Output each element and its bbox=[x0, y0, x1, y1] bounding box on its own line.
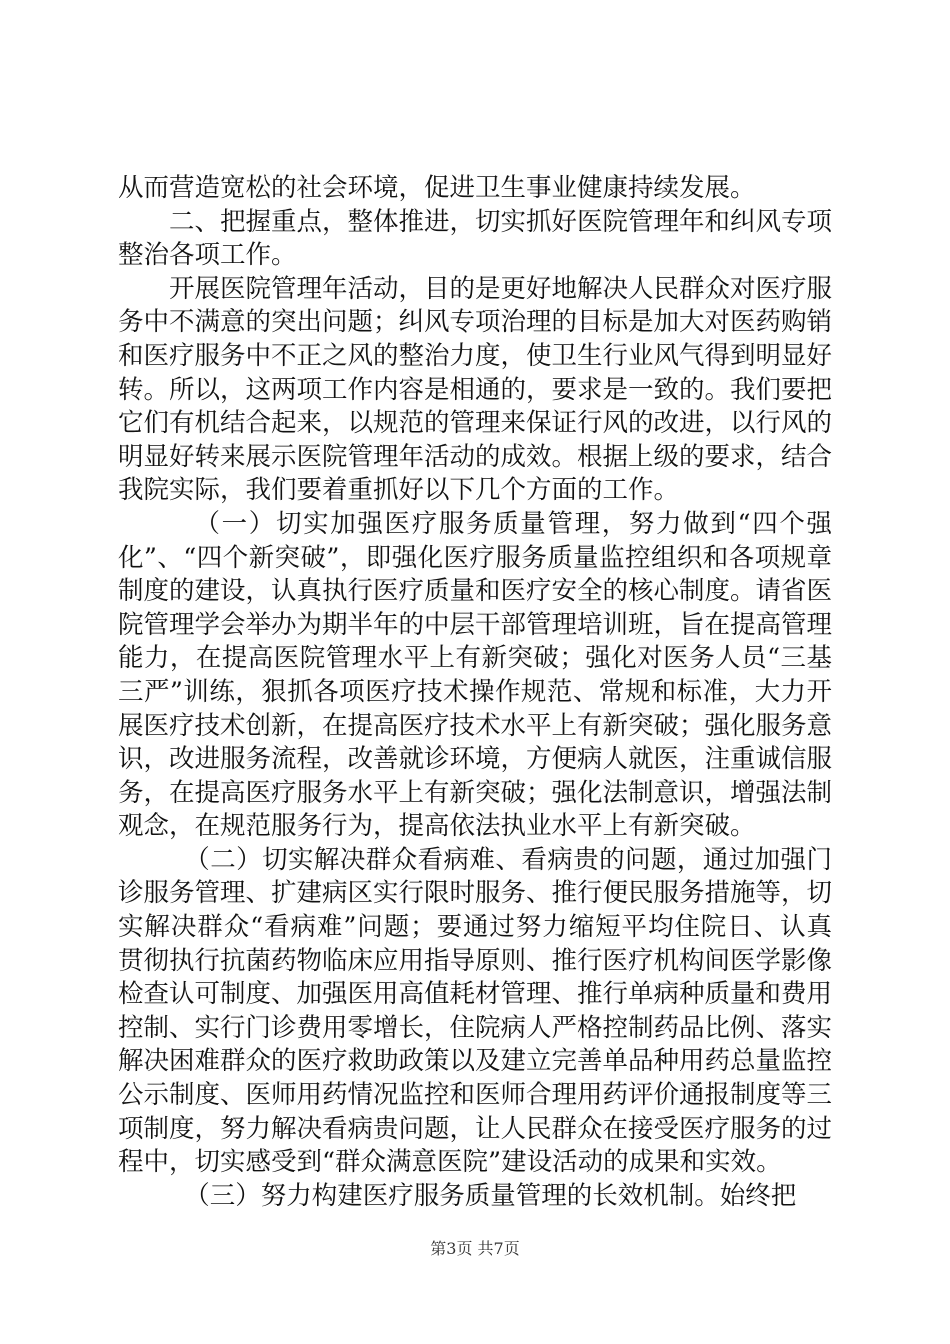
document-body bbox=[118, 172, 832, 1213]
paragraph-item-three: （三）努力构建医疗服务质量管理的长效机制。始终把 bbox=[184, 1180, 797, 1211]
section-heading-two: 二、把握重点，整体推进，切实抓好医院管理年和纠风专项整治各项工作。 bbox=[118, 206, 833, 271]
paragraph-continuation: 从而营造宽松的社会环境，促进卫生事业健康持续发展。 bbox=[118, 173, 756, 203]
page-number-footer: 第3页 共7页 bbox=[430, 1239, 520, 1258]
paragraph-item-one: （一）切实加强医疗服务质量管理，努力做到“四个强化”、“四个新突破”，即强化医疗服务质量监控组织和各项规章制度的建设，认真执行医疗质量和医疗安全的核心制度。请省医院管理学会举办为期半年的中层干部管理培训班，旨在提高管理能力，在提高医院管理水平上有新突破；强化对医务人员“三基三严”训练，狠抓各项医疗技术操作规范、常规和标准，大力开展医疗技术创新，在提高医疗技术水平上有新突破；强化服务意识，改进服务流程，改善就诊环境，方便病人就医，注重诚信服务，在提高医疗服务水平上有新突破；强化法制意识，增强法制观念，在规范服务行为，提高依法执业水平上有新突破。 bbox=[118, 508, 833, 842]
paragraph-intro: 开展医院管理年活动，目的是更好地解决人民群众对医疗服务中不满意的突出问题；纠风专项治理的目标是加大对医药购销和医疗服务中不正之风的整治力度，使卫生行业风气得到明显好转。所以，这两项工作内容是相通的，要求是一致的。我们要把它们有机结合起来，以规范的管理来保证行风的改进，以行风的明显好转来展示医院管理年活动的成效。根据上级的要求，结合我院实际，我们要着重抓好以下几个方面的工作。 bbox=[118, 273, 833, 506]
paragraph-item-two: （二）切实解决群众看病难、看病贵的问题，通过加强门诊服务管理、扩建病区实行限时服务、推行便民服务措施等，切实解决群众“看病难”问题；要通过努力缩短平均住院日、认真贯彻执行抗菌药物临床应用指导原则、推行医疗机构间医学影像检查认可制度、加强医用高值耗材管理、推行单病种质量和费用控制、实行门诊费用零增长，住院病人严格控制药品比例、落实解决困难群众的医疗救助政策以及建立完善单品种用药总量监控公示制度、医师用药情况监控和医师合理用药评价通报制度等三项制度，努力解决看病贵问题，让人民群众在接受医疗服务的过程中，切实感受到“群众满意医院”建设活动的成果和实效。 bbox=[118, 844, 833, 1178]
